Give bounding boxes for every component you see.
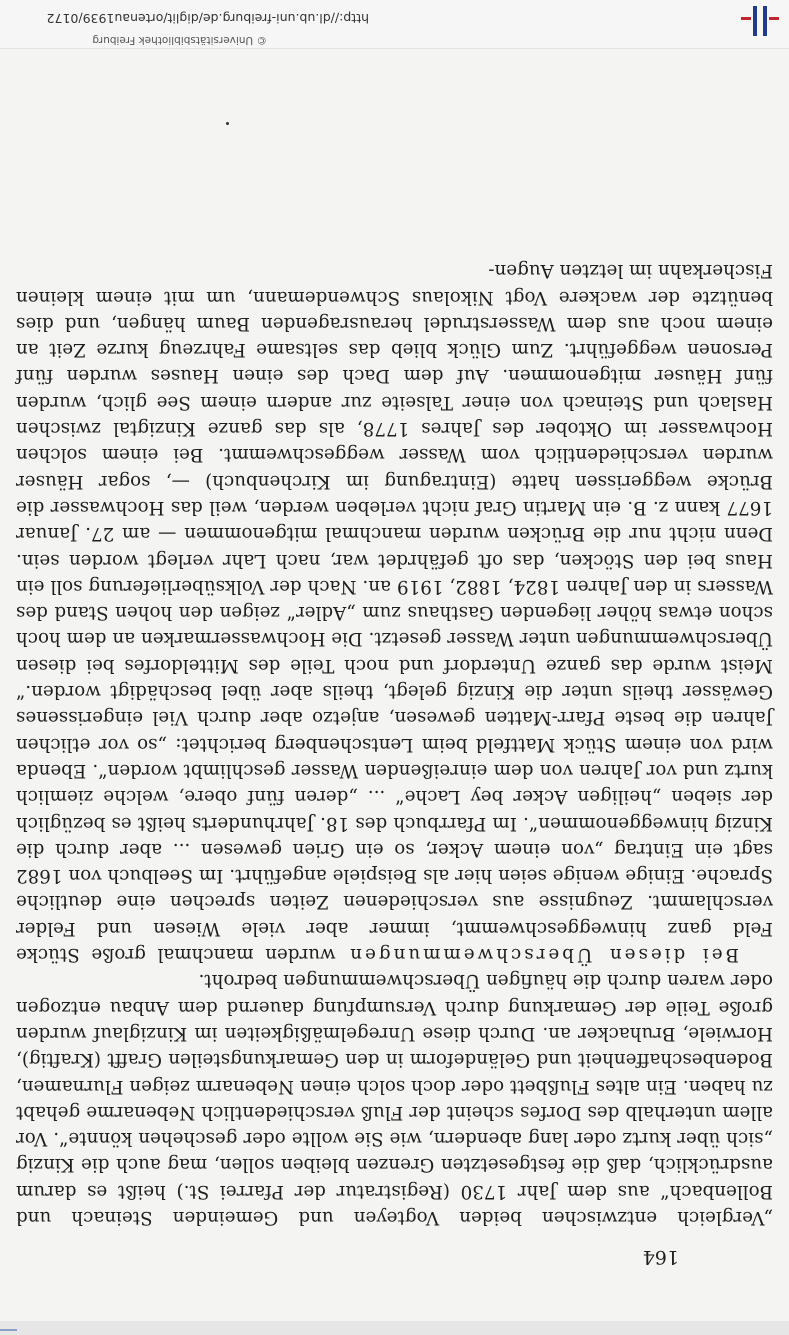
copyright-notice: © Universitätsbibliothek Freiburg	[92, 34, 267, 46]
ink-dot	[226, 122, 229, 125]
paragraph-1: „Vergleich entzwischen beiden Vogteyen und Gemeinden Steinach und Bollenbach“ aus dem Jahr 1730 (Registratur der Pfarrei St.) heißt es darum ausdrücklich, daß die festgesetzten Grenzen bleiben sollen, mag auch die Kinzig „sich über kurtz oder lang abendern, wie Sie wollte oder geschehen könnte“. Vor allem unterhalb des Dorfes scheint der Fluß verschiedentlich Nebenarme gehabt zu haben. Ein altes Flußbett oder doch solch einen Nebenarm zeigen Flurnamen, Bodenbeschaffenheit und Geländeform in den Gemarkungsteilen Grafft (Kraftig), Horwiele, Bruhacker an. Durch diese Unregelmäßigkeiten im Kinziglauf wurden große Teile der Gemarkung durch Versumpfung dauernd dem Anbau entzogen oder waren durch die häufigen Überschwemmungen bedroht.	[16, 970, 773, 1228]
viewer-footer-bar	[0, 1321, 789, 1335]
viewer-header	[0, 0, 789, 49]
body-text	[16, 257, 773, 1230]
footer-marker	[0, 1329, 17, 1331]
permalink-url[interactable]: http://dl.ub.uni-freiburg.de/diglit/ortenau1939/0172	[46, 11, 369, 26]
paragraph-2	[16, 257, 773, 967]
spaced-heading: Bei diesen Überschwemmungen	[347, 944, 739, 966]
page-number: 164	[642, 1246, 679, 1268]
paragraph-2-text: wurden manchmal große Stücke Feld ganz hinweggeschwemmt, immer aber viele Wiesen und Felder verschlammt. Zeugnisse aus verschiedenen Zeiten sprechen eine deutliche Sprache. Einige wenige seien hier als Beispiele angeführt. Im Seelbuch von 1682 sagt ein Eintrag „von einem Acker, so ein Grien gewesen ... aber durch die Kinzig hinweggenommen“. Im Pfarrbuch des 18. Jahrhunderts heißt es bezüglich der sieben „heiligen Acker bey Lache“ ... „deren fünf obere, welche ziemlich kurtz und vor Jahren von dem einreißenden Wasser geschlimbt worden“. Ebenda wird von einem Stück Mattfeld beim Lentschenberg berichtet: „so vor etlichen Jahren die beste Pfarr-Matten gewesen, anjetzo aber durch Viel eingerissenes Gewässer theils unter die Kinzig gelegt, theils aber übel beschädigt worden.“ Meist wurde das ganze Unterdorf und noch Teile des Mitteldorfes bei diesen Überschwemmungen unter Wasser gesetzt. Die Hochwassermarken an dem hoch schon etwas höher liegenden Gasthaus zum „Adler“ zeigen den hohen Stand des Wassers in den Jahren 1824, 1882, 1919 an. Nach der Volksüberlieferung soll ein Haus bei den Stöcken, das oft gefährdet war, nach Lahr verlegt worden sein. Denn nicht nur die Brücken wurden manchmal mitgenommen — am 27. Januar 1677 kann z. B. ein Martin Graf nicht verleben werden, weil das Hochwasser die Brücke weggerissen hatte (Eintragung im Kirchenbuch) —, sogar Häuser wurden verschiedentlich vom Wasser weggeschwemmt. Bei einem solchen Hochwasser im Oktober des Jahres 1778, als das ganze Kinzigtal zwischen Haslach und Steinach von einer Talseite zur andern einem See glich, wurden fünf Häuser mitgenommen. Auf dem Dach des einen Hauses wurden fünf Personen weggeführt. Zum Glück blieb das seltsame Fahrzeug kurze Zeit an einem noch aus dem Wasserstrudel herausragenden Baum hängen, und dies benützte der wackere Vogt Nikolaus Schwendemann, um mit einem kleinen Fischerkahn im letzten Augen-	[16, 260, 773, 966]
university-logo-icon	[737, 4, 787, 38]
